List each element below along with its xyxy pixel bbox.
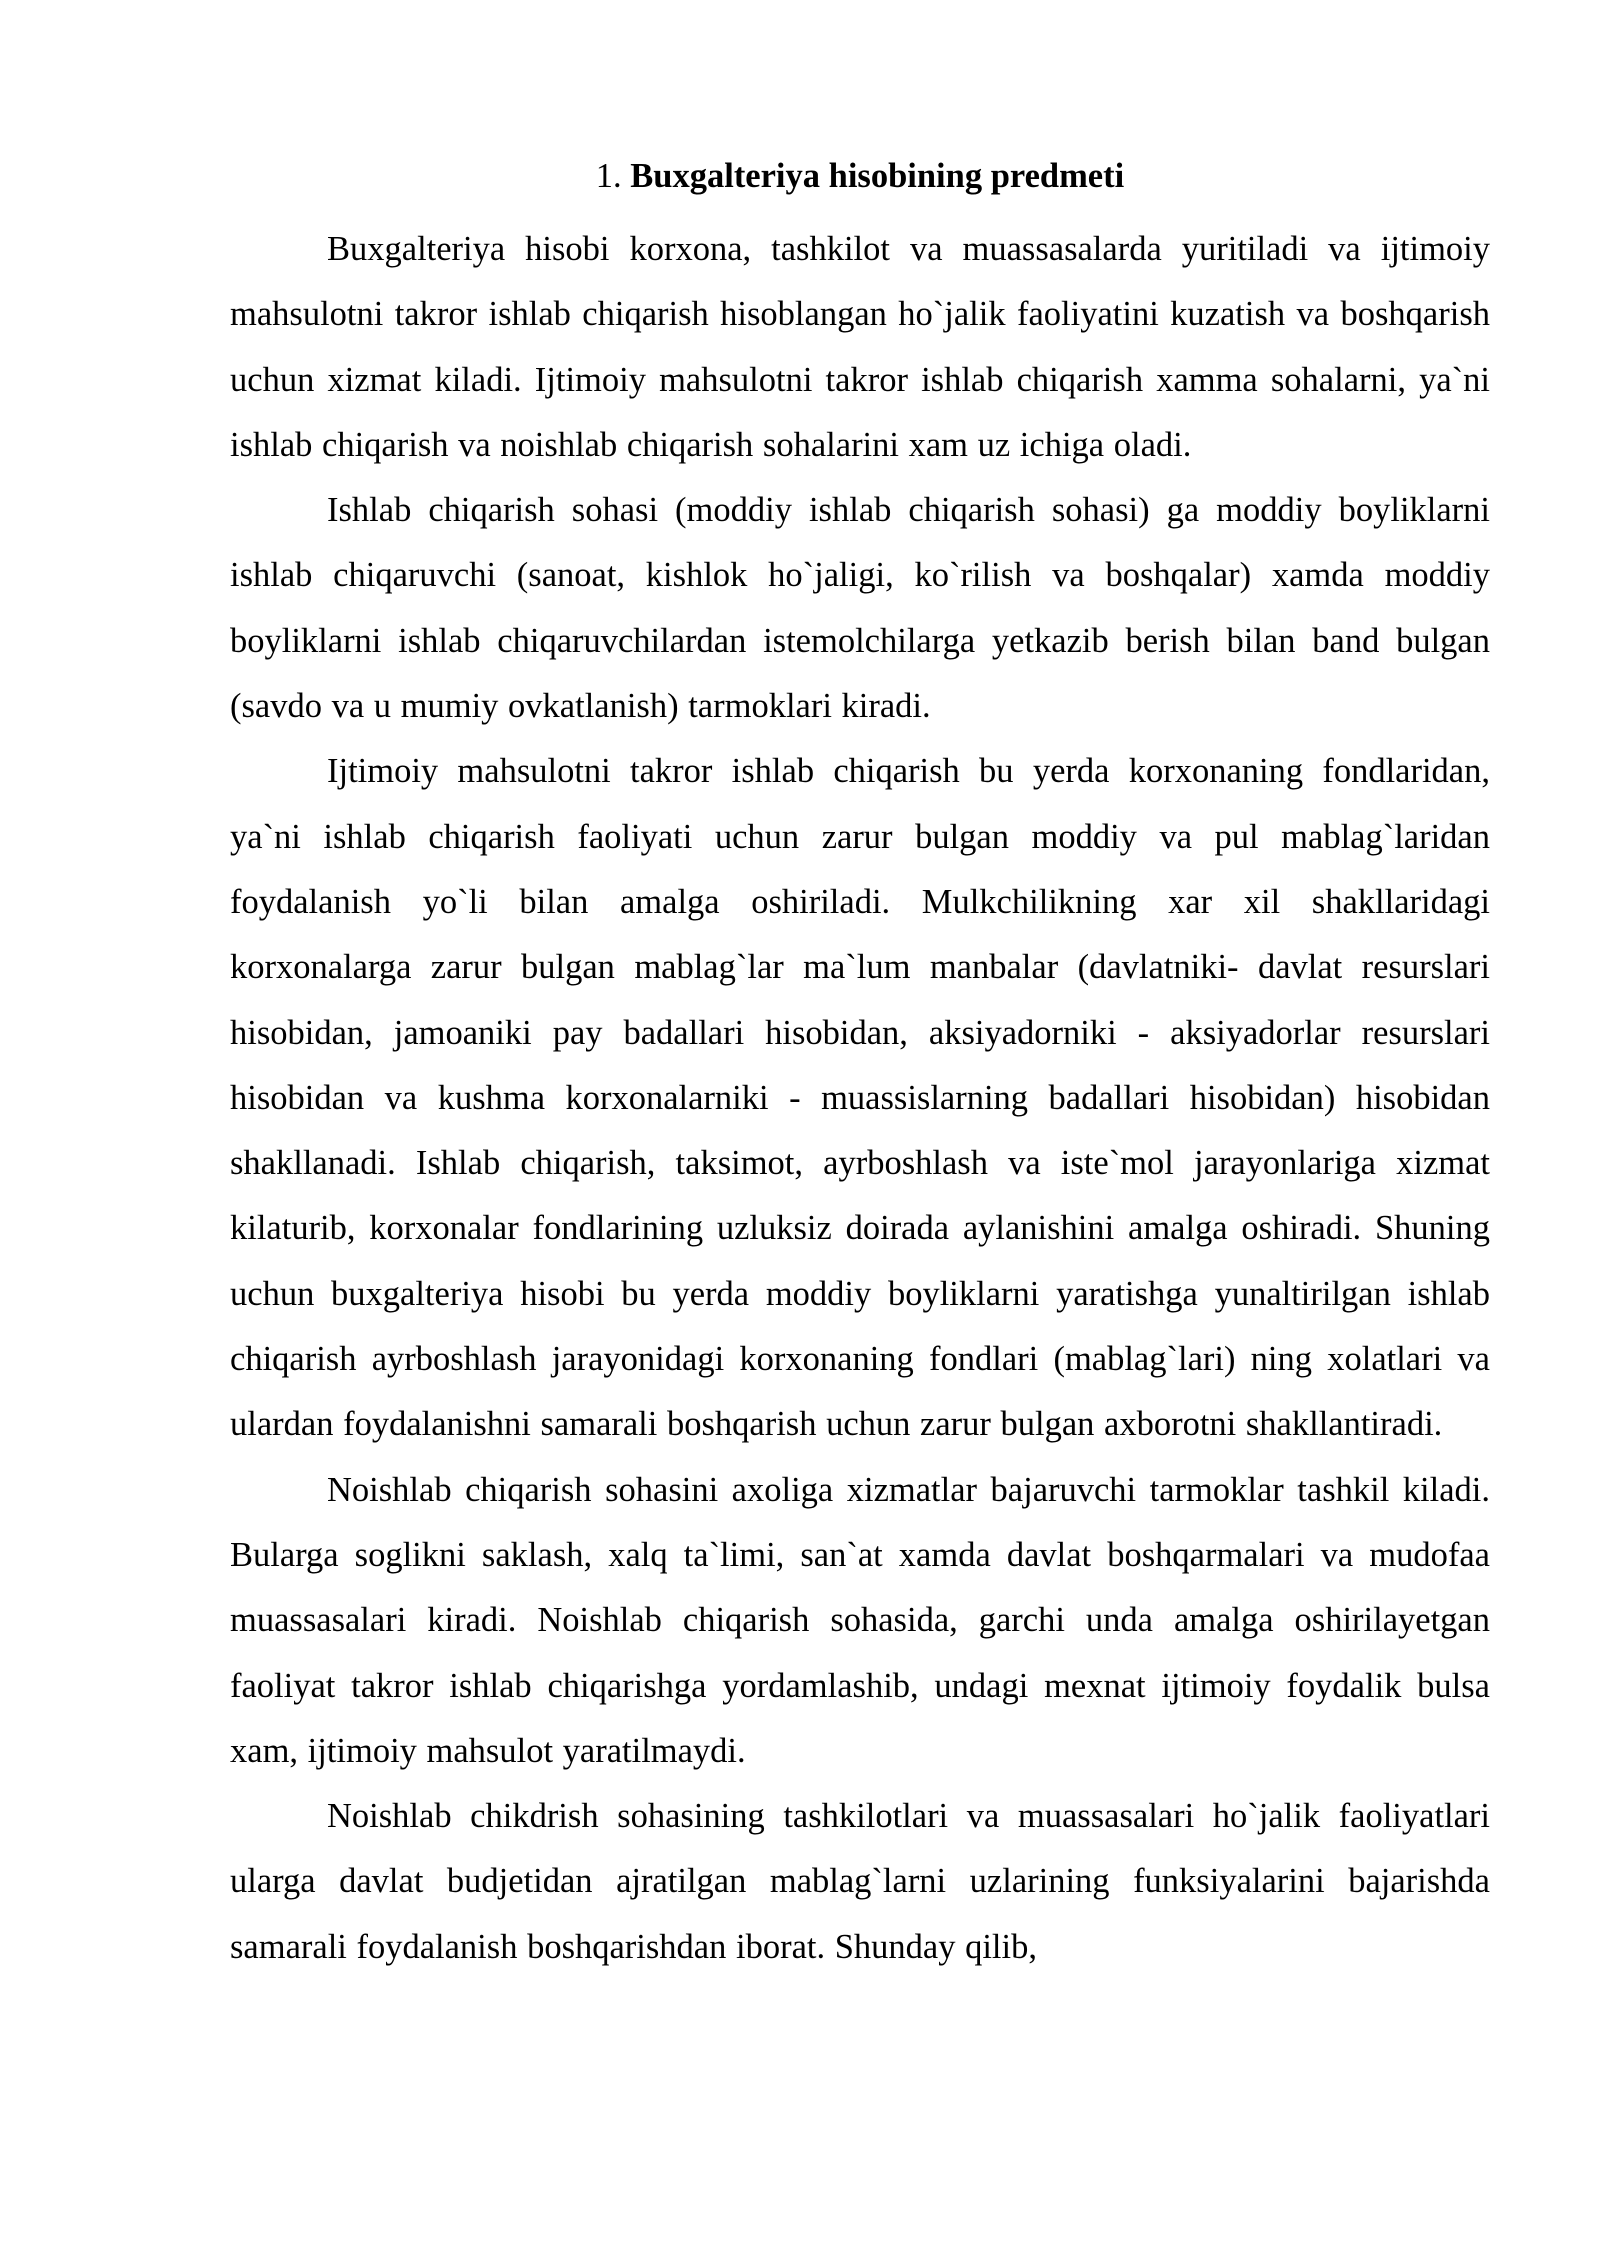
section-heading (230, 150, 1490, 202)
section-number: 1. (595, 157, 622, 195)
paragraph: Buxgalteriya hisobi korxona, tashkilot va muassasalarda yuritiladi va ijtimoiy mahsulotni takror ishlab chiqarish hisoblangan ho`jalik faoliyatini kuzatish va boshqarish uchun xizmat kiladi. Ijtimoiy mahsulotni takror ishlab chiqarish xamma sohalarni, ya`ni ishlab chiqarish va noishlab chiqarish sohalarini xam uz ichiga oladi. (230, 230, 1490, 464)
paragraph: Ishlab chiqarish sohasi (moddiy ishlab chiqarish sohasi) ga moddiy boyliklarni ishlab chiqaruvchi (sanoat, kishlok ho`jaligi, ko`rilish va boshqalar) xamda moddiy boyliklarni ishlab chiqaruvchilardan istemolchilarga yetkazib berish bilan band bulgan (savdo va u mumiy ovkatlanish) tarmoklari kiradi. (230, 491, 1490, 726)
paragraph: Ijtimoiy mahsulotni takror ishlab chiqarish bu yerda korxonaning fondlaridan, ya`ni ishlab chiqarish faoliyati uchun zarur bulgan moddiy va pul mablag`laridan foydalanish yo`li bilan amalga oshiriladi. Mulkchilikning xar xil shakllaridagi korxonalarga zarur bulgan mablag`lar ma`lum manbalar (davlatniki- davlat resurslari hisobidan, jamoaniki pay badallari hisobidan, aksiyadorniki - aksiyadorlar resurslari hisobidan va kushma korxonalarniki - muassislarning badallari hisobidan) hisobidan shakllanadi. Ishlab chiqarish, taksimot, ayrboshlash va iste`mol jarayonlariga xizmat kilaturib, korxonalar fondlarining uzluksiz doirada aylanishini amalga oshiradi. Shuning uchun buxgalteriya hisobi bu yerda moddiy boyliklarni yaratishga yunaltirilgan ishlab chiqarish ayrboshlash jarayonidagi korxonaning fondlari (mablag`lari) ning xolatlari va ulardan foydalanishni samarali boshqarish uchun zarur bulgan axborotni shakllantiradi. (230, 752, 1490, 1444)
paragraph: Noishlab chikdrish sohasining tashkilotlari va muassasalari ho`jalik faoliyatlari ularga davlat budjetidan ajratilgan mablag`larni uzlarining funksiyalarini bajarishda samarali foydalanish boshqarishdan iborat. Shunday qilib, (230, 1797, 1490, 1966)
document-body (230, 150, 1490, 1980)
section-title: Buxgalteriya hisobining predmeti (630, 157, 1125, 195)
paragraph: Noishlab chiqarish sohasini axoliga xizmatlar bajaruvchi tarmoklar tashkil kiladi. Bularga soglikni saklash, xalq ta`limi, san`at xamda davlat boshqarmalari va mudofaa muassasalari kiradi. Noishlab chiqarish sohasida, garchi unda amalga oshirilayetgan faoliyat takror ishlab chiqarishga yordamlashib, undagi mexnat ijtimoiy foydalik bulsa xam, ijtimoiy mahsulot yaratilmaydi. (230, 1470, 1490, 1770)
